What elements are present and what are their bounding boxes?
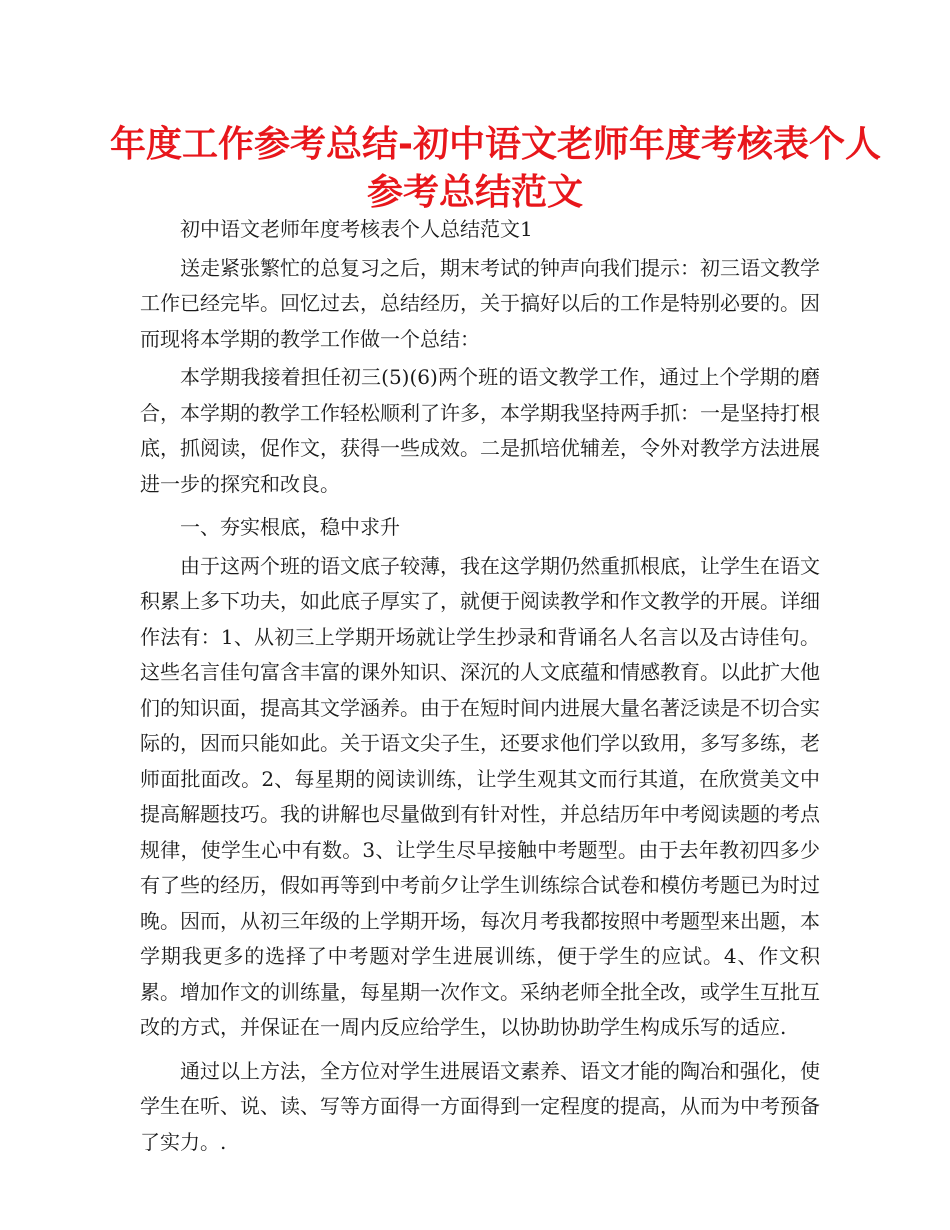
paragraph: 送走紧张繁忙的总复习之后，期末考试的钟声向我们提示：初三语文教学工作已经完毕。回忆过去，总结经历，关于搞好以后的工作是特别必要的。因而现将本学期的教学工作做一个总结： [140, 255, 820, 351]
paragraph: 本学期我接着担任初三(5)(6)两个班的语文教学工作，通过上个学期的磨合，本学期的教学工作轻松顺利了许多，本学期我坚持两手抓：一是坚持打根底，抓阅读，促作文，获得一些成效。二是抓培优辅差，令外对教学方法进展进一步的探究和改良。 [140, 365, 820, 496]
document-body [140, 212, 820, 1163]
paragraph: 通过以上方法，全方位对学生进展语文素养、语文才能的陶冶和强化，使学生在听、说、读、写等方面得一方面得到一定程度的提高，从而为中考预备了实力。. [140, 1058, 820, 1154]
document-title-line-1: 年度工作参考总结-初中语文老师年度考核表个人 [110, 124, 881, 165]
document-title-line-2: 参考总结范文 [366, 172, 583, 213]
section-heading: 初中语文老师年度考核表个人总结范文1 [180, 217, 533, 241]
paragraph: 由于这两个班的语文底子较薄，我在这学期仍然重抓根底，让学生在语文积累上多下功夫，如此底子厚实了，就便于阅读教学和作文教学的开展。详细作法有：1、从初三上学期开场就让学生抄录和背诵名人名言以及古诗佳句。这些名言佳句富含丰富的课外知识、深沉的人文底蕴和情感教育。以此扩大他们的知识面，提高其文学涵养。由于在短时间内进展大量名著泛读是不切合实际的，因而只能如此。关于语文尖子生，还要求他们学以致用，多写多练，老师面批面改。2、每星期的阅读训练，让学生观其文而行其道，在欣赏美文中提高解题技巧。我的讲解也尽量做到有针对性，并总结历年中考阅读题的考点规律，使学生心中有数。3、让学生尽早接触中考题型。由于去年教初四多少有了些的经历，假如再等到中考前夕让学生训练综合试卷和模仿考题已为时过晚。因而，从初三年级的上学期开场，每次月考我都按照中考题型来出题，本学期我更多的选择了中考题对学生进展训练，便于学生的应试。4、作文积累。增加作文的训练量，每星期一次作文。采纳老师全批全改，或学生互批互改的方式，并保证在一周内反应给学生，以协助协助学生构成乐写的适应. [140, 553, 820, 1039]
subsection-heading: 一、夯实根底，稳中求升 [180, 515, 400, 539]
